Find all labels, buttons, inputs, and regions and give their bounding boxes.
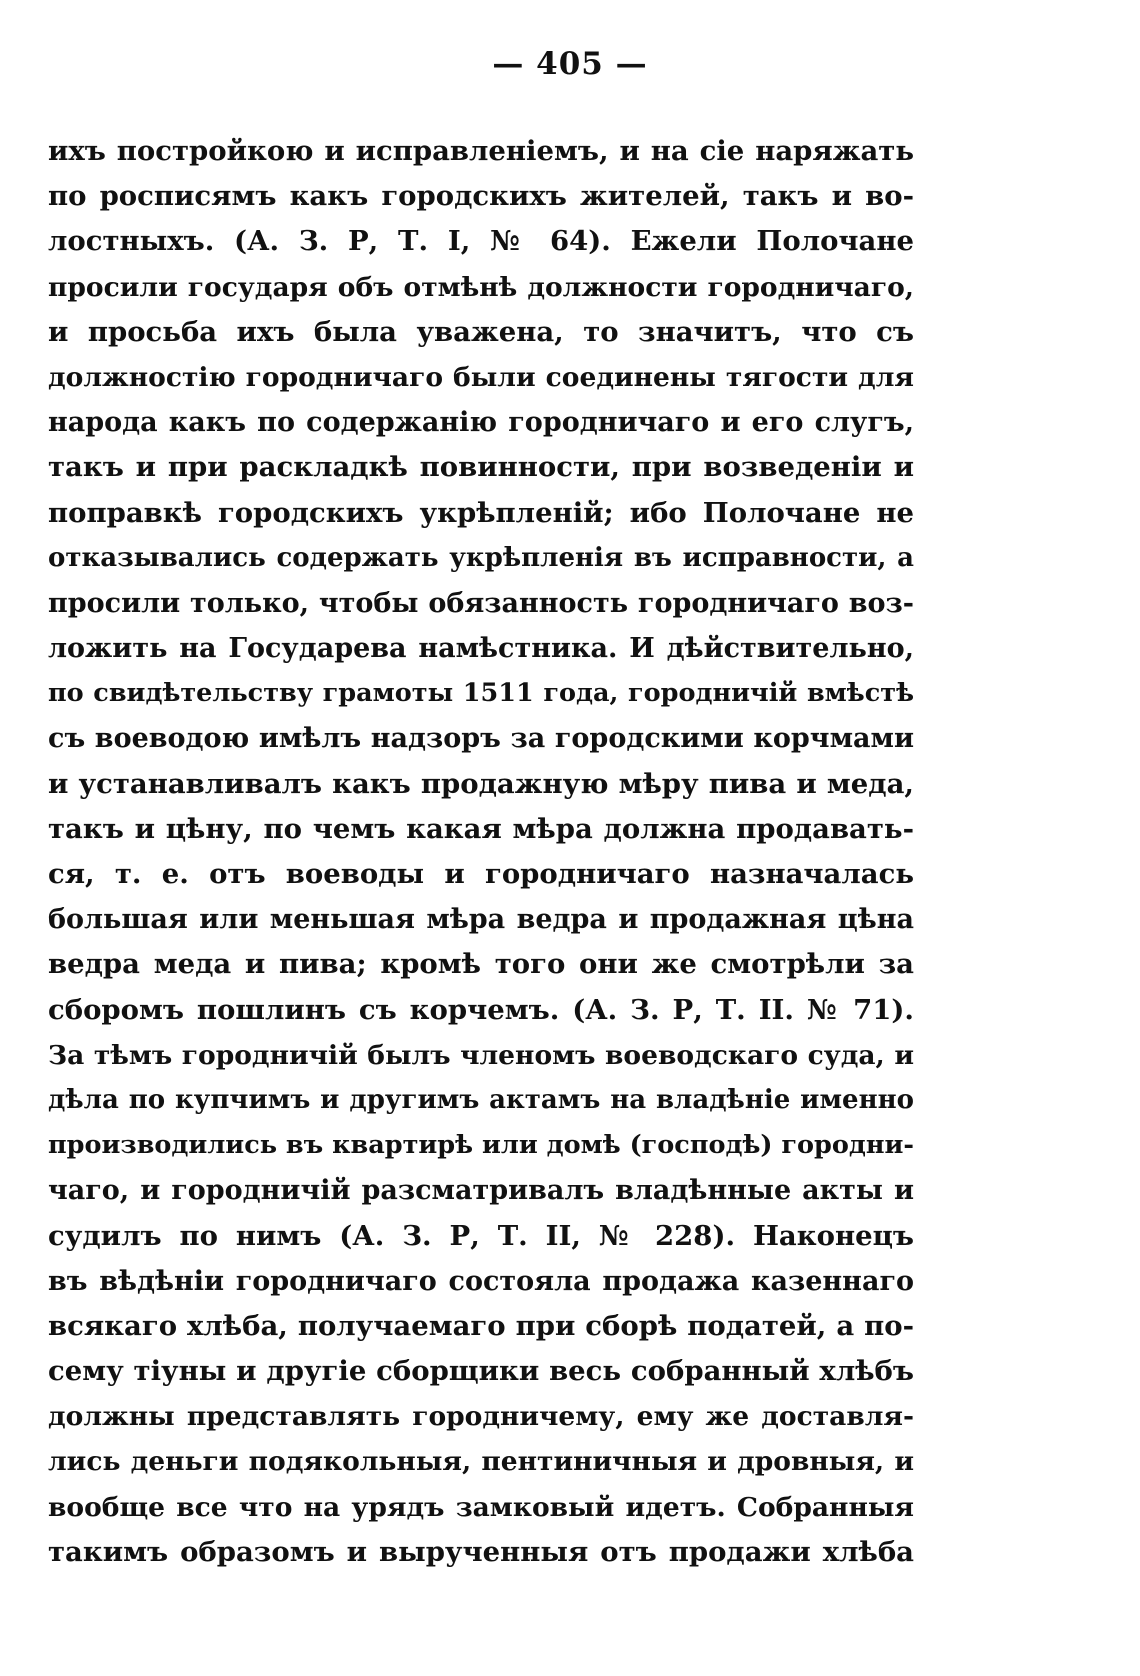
text-line: съ воеводою имѣлъ надзоръ за городскими корчмами <box>48 723 914 755</box>
text-line: по свидѣтельству грамоты 1511 года, городничій вмѣстѣ <box>48 678 914 709</box>
text-line: лись деньги подякольныя, пентиничныя и дровныя, и <box>48 1446 914 1478</box>
text-line: должны представлять городничему, ему же доставля- <box>48 1401 914 1433</box>
text-line: отказывались содержать укрѣпленія въ исправности, а <box>48 542 914 573</box>
text-line: За тѣмъ городничій былъ членомъ воеводскаго суда, и <box>48 1039 914 1071</box>
text-line: такъ и при раскладкѣ повинности, при возведеніи и <box>48 451 914 484</box>
text-line: такимъ образомъ и вырученныя отъ продажи хлѣба <box>48 1535 914 1568</box>
text-line: просили только, чтобы обязанность городничаго воз- <box>48 587 914 619</box>
text-line: сему тіуны и другіе сборщики весь собранный хлѣбъ <box>48 1355 914 1388</box>
body-text <box>48 129 914 1575</box>
text-line: вообще все что на урядъ замковый идетъ. Собранныя <box>48 1491 914 1523</box>
text-line: должностію городничаго были соединены тягости для <box>48 361 914 393</box>
text-line: всякаго хлѣба, получаемаго при сборѣ податей, а по- <box>48 1309 914 1342</box>
text-line: судилъ по нимъ (А. З. Р, Т. II, № 228). Наконецъ <box>48 1219 914 1252</box>
text-line: большая или меньшая мѣра ведра и продажная цѣна <box>48 904 914 936</box>
text-line: сборомъ пошлинъ съ корчемъ. (А. З. Р, Т. II. № 71). <box>48 993 914 1026</box>
text-line: ведра меда и пива; кромѣ того они же смотрѣли за <box>48 948 914 981</box>
page-number: — 405 — <box>492 46 648 82</box>
text-line: чаго, и городничій разсматривалъ владѣнные акты и <box>48 1175 914 1207</box>
text-line: и устанавливалъ какъ продажную мѣру пива и меда, <box>48 767 914 800</box>
text-line: дѣла по купчимъ и другимъ актамъ на владѣніе именно <box>48 1084 914 1115</box>
text-line: по росписямъ какъ городскихъ жителей, такъ и во- <box>48 180 914 213</box>
text-line: ихъ постройкою и исправленіемъ, и на сіе наряжать <box>48 135 914 167</box>
text-line: такъ и цѣну, по чемъ какая мѣра должна продавать- <box>48 812 914 845</box>
text-line: и просьба ихъ была уважена, то значитъ, что съ <box>48 315 914 348</box>
text-line: просили государя объ отмѣнѣ должности городничаго, <box>48 271 914 303</box>
text-line: народа какъ по содержанію городничаго и его слугъ, <box>48 407 914 439</box>
text-line: производились въ квартирѣ или домѣ (господѣ) городни- <box>48 1130 914 1161</box>
text-line: ложить на Государева намѣстника. И дѣйствительно, <box>48 633 914 665</box>
text-line: лостныхъ. (А. З. Р, Т. I, № 64). Ежели Полочане <box>48 225 914 258</box>
text-line: ся, т. е. отъ воеводы и городничаго назначалась <box>48 858 914 890</box>
text-line: въ вѣдѣніи городничаго состояла продажа казеннаго <box>48 1265 914 1297</box>
text-line: поправкѣ городскихъ укрѣпленій; ибо Полочане не <box>48 496 914 529</box>
